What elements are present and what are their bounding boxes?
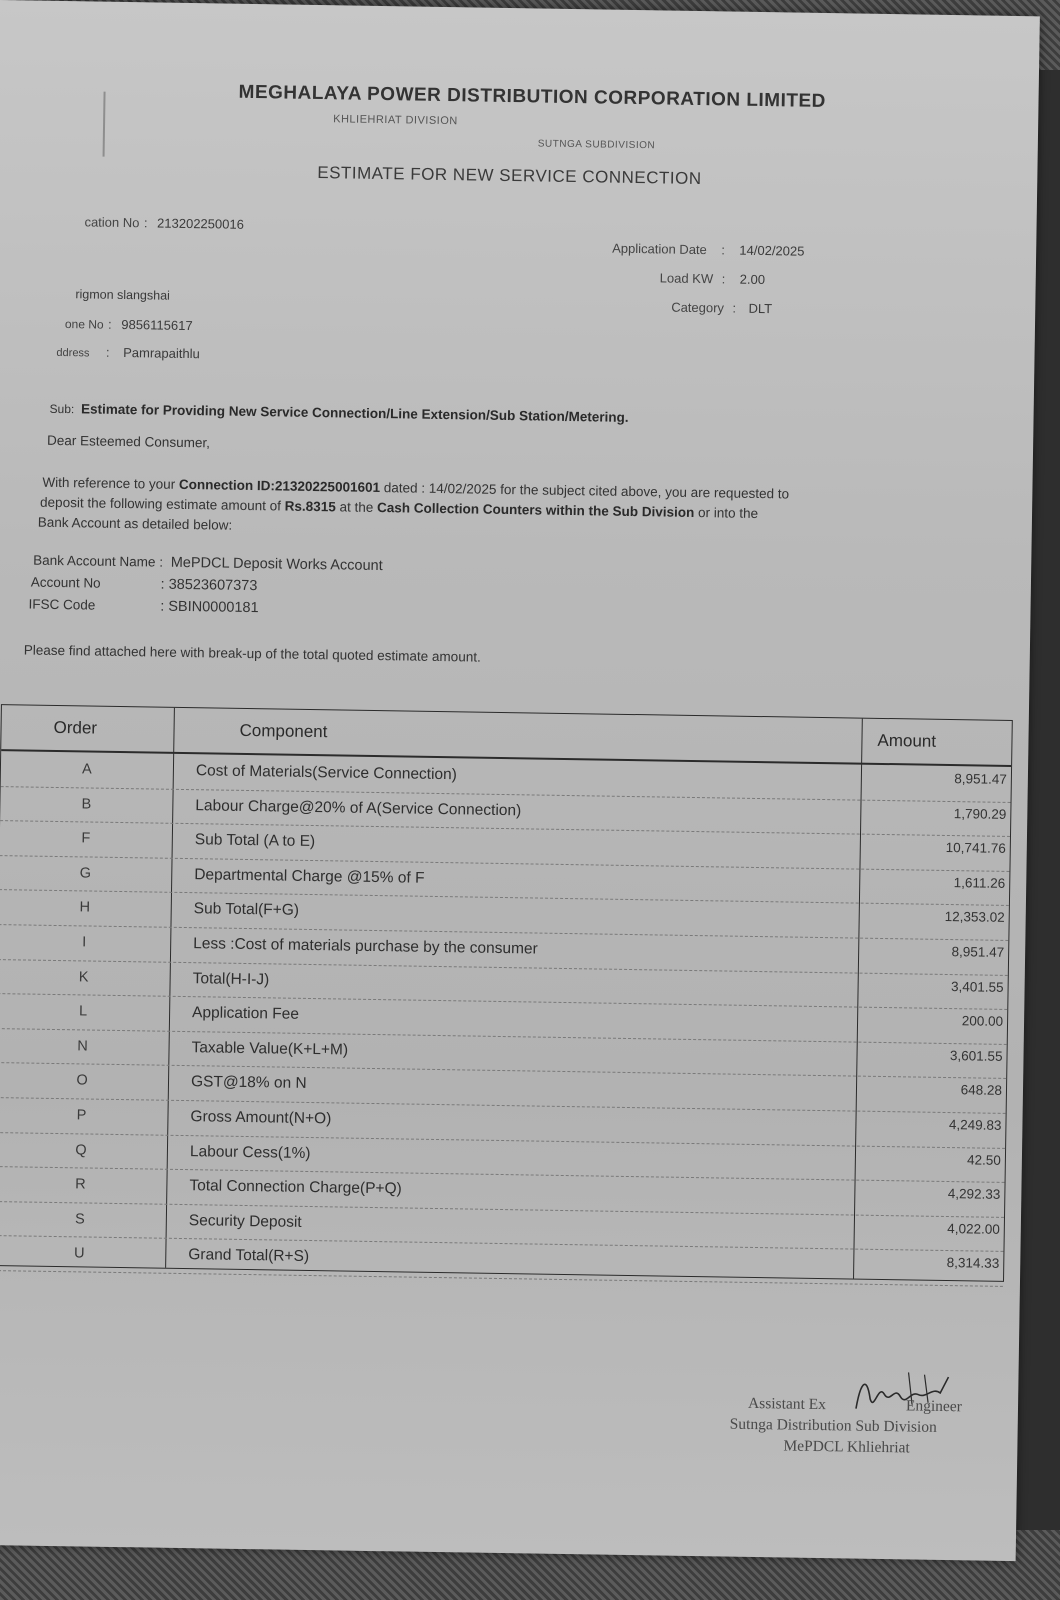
order-cell: L <box>78 1003 88 1020</box>
amount-cell: 200.00 <box>961 1013 1004 1030</box>
bank-name-label: Bank Account Name : <box>33 552 164 570</box>
order-cell: O <box>76 1072 88 1089</box>
organization-name: MEGHALAYA POWER DISTRIBUTION CORPORATION LIMITED <box>238 81 827 112</box>
component-cell: Labour Charge@20% of A(Service Connection) <box>195 796 522 819</box>
paragraph-line-3: Bank Account as detailed below: <box>37 514 233 533</box>
order-cell: S <box>74 1211 85 1228</box>
amount-cell: 3,601.55 <box>949 1047 1003 1064</box>
amount-cell: 4,022.00 <box>947 1220 1000 1237</box>
order-cell: H <box>79 899 91 916</box>
amount-cell: 42.50 <box>966 1151 1002 1168</box>
application-no-label: cation No <box>84 214 140 231</box>
component-cell: Application Fee <box>191 1004 300 1024</box>
account-row <box>31 575 258 595</box>
header-order: Order <box>53 717 98 738</box>
company-logo <box>103 92 181 158</box>
order-cell: Q <box>75 1141 87 1159</box>
phone-label: one No <box>64 317 104 332</box>
amount-cell: 12,353.02 <box>944 909 1005 926</box>
estimate-amount: Rs.8315 <box>284 498 336 515</box>
category-value: DLT <box>748 300 773 317</box>
amount-cell: 648.28 <box>960 1082 1003 1099</box>
signatory-subdivision: Sutnga Distribution Sub Division <box>729 1415 937 1436</box>
signatory-office: MePDCL Khliehriat <box>783 1437 910 1457</box>
order-cell: I <box>82 934 87 951</box>
category-row: Category : DLT <box>671 299 773 317</box>
component-cell: Total Connection Charge(P+Q) <box>189 1177 402 1198</box>
load-row: Load KW : 2.00 <box>659 270 766 288</box>
amount-cell: 4,292.33 <box>947 1186 1001 1203</box>
application-date-value: 14/02/2025 <box>739 242 805 259</box>
salutation: Dear Esteemed Consumer, <box>46 432 211 451</box>
order-cell: G <box>79 865 92 882</box>
component-cell: Sub Total (A to E) <box>194 831 316 851</box>
subdivision-label: SUTNGA SUBDIVISION <box>537 138 656 152</box>
component-cell: Sub Total(F+G) <box>193 900 300 920</box>
document-title: ESTIMATE FOR NEW SERVICE CONNECTION <box>317 163 702 189</box>
paragraph-line-1: With reference to your Connection ID:21320225001601 dated : 14/02/2025 for the subject cited above, you are requested to <box>42 474 790 502</box>
bank-name-row <box>33 553 383 574</box>
component-cell: Labour Cess(1%) <box>189 1142 311 1162</box>
component-cell: Less :Cost of materials purchase by the consumer <box>193 935 538 958</box>
amount-cell: 3,401.55 <box>950 978 1004 995</box>
application-no-value: 213202250016 <box>157 215 244 232</box>
amount-cell: 1,611.26 <box>953 874 1006 891</box>
application-date-row: Application Date : 14/02/2025 <box>612 240 805 259</box>
header-component: Component <box>239 720 328 742</box>
paragraph-line-2: deposit the following estimate amount of Rs.8315 at the Cash Collection Counters within the Sub Division or into the <box>39 494 759 521</box>
application-no-row: cation No : 213202250016 <box>84 214 244 232</box>
amount-cell: 4,249.83 <box>948 1117 1002 1133</box>
amount-cell: 8,314.33 <box>946 1255 1000 1272</box>
attached-note: Please find attached here with break-up of the total quoted estimate amount. <box>23 642 481 665</box>
amount-cell: 8,951.47 <box>951 944 1005 960</box>
order-cell: N <box>77 1038 88 1055</box>
order-cell: B <box>81 795 92 813</box>
address-row: ddress : Pamrapaithlu <box>56 344 200 362</box>
phone-value: 9856115617 <box>121 316 193 334</box>
order-cell: F <box>81 830 91 847</box>
order-cell: K <box>78 968 89 986</box>
component-cell: Departmental Charge @15% of F <box>194 865 425 887</box>
order-cell: U <box>73 1245 85 1262</box>
collection-counters: Cash Collection Counters within the Sub Division <box>376 499 695 520</box>
component-cell: GST@18% on N <box>190 1073 307 1093</box>
load-label: Load KW <box>659 270 714 287</box>
ifsc-value: : SBIN0000181 <box>160 598 259 617</box>
account-value: : 38523607373 <box>160 576 258 595</box>
application-date-label: Application Date <box>612 240 707 258</box>
address-value: Pamrapaithlu <box>123 344 200 362</box>
order-cell: P <box>76 1107 87 1124</box>
account-label: Account No <box>30 574 101 591</box>
component-cell: Security Deposit <box>188 1211 302 1231</box>
amount-cell: 10,741.76 <box>945 840 1006 857</box>
subject-line: Sub: Estimate for Providing New Service Connection/Line Extension/Sub Station/Metering. <box>49 401 629 425</box>
order-cell: A <box>81 761 92 778</box>
component-cell: Grand Total(R+S) <box>188 1246 310 1266</box>
connection-id: Connection ID:21320225001601 <box>178 476 381 496</box>
load-value: 2.00 <box>739 271 766 288</box>
applicant-name: rigmon slangshai <box>75 287 170 303</box>
ifsc-row <box>28 597 258 617</box>
subject-text: Estimate for Providing New Service Connection/Line Extension/Sub Station/Metering. <box>80 401 629 425</box>
amount-cell: 1,790.29 <box>953 805 1007 822</box>
address-label: ddress <box>56 346 90 360</box>
component-cell: Gross Amount(N+O) <box>190 1108 332 1128</box>
component-cell: Taxable Value(K+L+M) <box>191 1038 349 1059</box>
ifsc-label: IFSC Code <box>28 596 96 613</box>
phone-row: one No : 9856115617 <box>64 316 193 334</box>
bank-name-value: MePDCL Deposit Works Account <box>170 554 383 575</box>
component-cell: Total(H-I-J) <box>192 969 270 988</box>
component-cell: Cost of Materials(Service Connection) <box>195 762 458 784</box>
order-cell: R <box>75 1176 86 1193</box>
signatory-designation: Assistant Ex Engineer <box>747 1394 963 1416</box>
category-label: Category <box>671 299 725 316</box>
amount-cell: 8,951.47 <box>954 771 1007 787</box>
estimate-table <box>0 704 1013 1282</box>
header-amount: Amount <box>877 730 937 751</box>
division-label: KHLIEHRIAT DIVISION <box>333 113 458 128</box>
